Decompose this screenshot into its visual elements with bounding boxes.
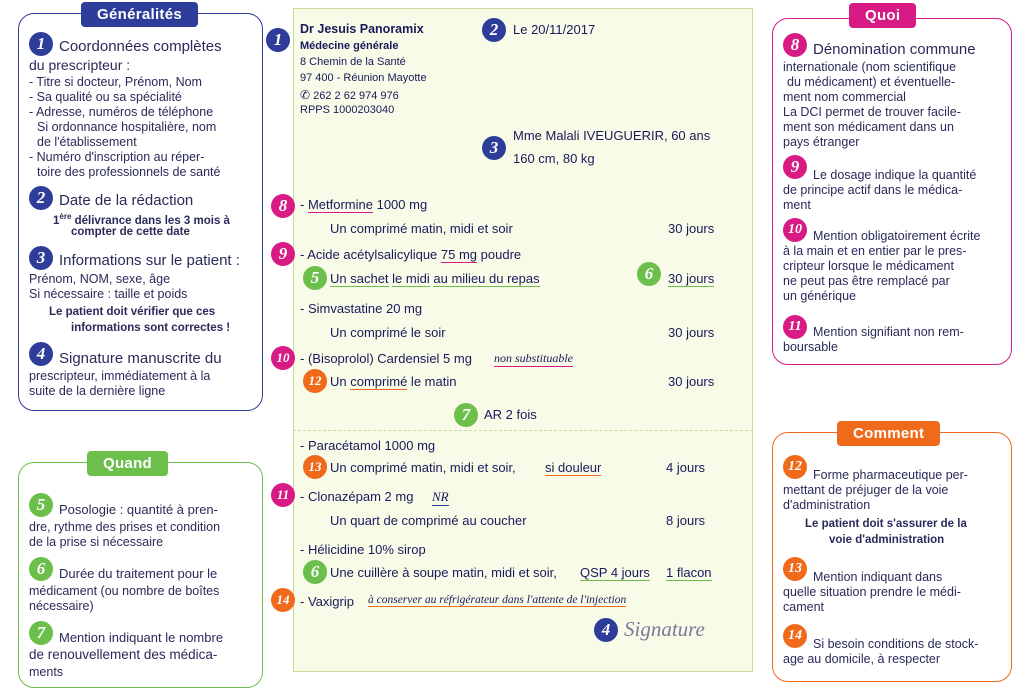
med-4-duration: 30 jours (668, 374, 715, 389)
g4-heading: Signature manuscrite du (59, 350, 222, 367)
med-6-posology: Un quart de comprimé au coucher (330, 513, 527, 528)
rx-badge-12: 12 (303, 369, 327, 393)
badge-11: 11 (783, 315, 807, 339)
q7-line: ments (29, 665, 64, 679)
rx-badge-7: 7 (454, 403, 478, 427)
w10-line: cripteur lorsque le médicament (783, 259, 954, 273)
w8-line: ment son médicament dans un (783, 120, 954, 134)
badge-8: 8 (783, 33, 807, 57)
med-7-name: - Hélicidine 10% sirop (300, 542, 426, 557)
w9-line: de principe actif dans le médica- (783, 183, 963, 197)
q7-heading: Mention indiquant le nombre (59, 630, 224, 645)
badge-12: 12 (783, 455, 807, 479)
w9-line: ment (783, 198, 811, 212)
med-2-name (300, 247, 521, 262)
patient-size-weight: 160 cm, 80 kg (513, 151, 595, 166)
med-7-qsp: QSP 4 jours (580, 565, 650, 580)
g1-line: toire des professionnels de santé (37, 165, 221, 179)
w10-line: à la main et en entier par le pres- (783, 244, 967, 258)
med-5-posology: Un comprimé matin, midi et soir, (330, 460, 516, 475)
w10-heading: Mention obligatoirement écrite (813, 229, 981, 243)
w9-heading: Le dosage indique la quantité (813, 168, 977, 182)
quand-title: Quand (87, 451, 168, 476)
badge-9: 9 (783, 155, 807, 179)
quand-panel (18, 455, 263, 688)
med-6-duration: 8 jours (666, 513, 706, 528)
med-2-form: poudre (477, 247, 522, 262)
doctor-name: Dr Jesuis Panoramix (300, 22, 424, 36)
med-2-posology (330, 271, 540, 286)
med-1-duration: 30 jours (668, 221, 715, 236)
g2-sup: ère (59, 212, 72, 221)
g2-bold-line2: compter de cette date (71, 226, 190, 238)
quoi-panel (772, 7, 1012, 365)
rx-badge-1: 1 (266, 28, 290, 52)
renewal-mention: AR 2 fois (484, 407, 537, 422)
c13-line: cament (783, 600, 824, 614)
g3-line: Si nécessaire : taille et poids (29, 287, 188, 301)
med-4-form: comprimé (350, 374, 408, 389)
g4-line: prescripteur, immédiatement à la (29, 369, 211, 383)
med-6-name: - Clonazépam 2 mg (300, 489, 414, 504)
med-4-poso-a: Un (330, 374, 351, 389)
c14-line: age au domicile, à respecter (783, 652, 941, 666)
med-4-non-substituable: non substituable (494, 351, 574, 365)
c12-heading: Forme pharmaceutique per- (813, 468, 968, 482)
handwritten-signature: Signature (624, 617, 705, 641)
g1-line: - Titre si docteur, Prénom, Nom (29, 75, 202, 89)
med-5-condition: si douleur (545, 460, 602, 475)
c14-heading: Si besoin conditions de stock- (813, 637, 979, 651)
doctor-phone-number: 262 2 62 974 976 (313, 90, 399, 102)
w8-line: pays étranger (783, 135, 860, 149)
g2-heading: Date de la rédaction (59, 192, 194, 209)
med-5-duration: 4 jours (666, 460, 706, 475)
badge-3: 3 (29, 246, 53, 270)
c12-bold-line: voie d'administration (829, 534, 945, 546)
badge-14: 14 (783, 624, 807, 648)
med-4-name: - (Bisoprolol) Cardensiel 5 mg (300, 351, 472, 366)
rx-badge-6b: 6 (303, 560, 327, 584)
w8-line: La DCI permet de trouver facile- (783, 105, 961, 119)
rx-badge-14: 14 (271, 588, 295, 612)
med-1-dose: 1000 mg (372, 197, 428, 212)
generalites-title: Généralités (81, 2, 198, 27)
g1-line: de l'établissement (37, 135, 137, 149)
rx-badge-6: 6 (637, 262, 661, 286)
doctor-phone (300, 88, 399, 102)
q6-heading: Durée du traitement pour le (59, 566, 218, 581)
med-2-dose: 75 mg (440, 247, 478, 262)
g1-heading: Coordonnées complètes (59, 38, 222, 55)
med-1-posology: Un comprimé matin, midi et soir (330, 221, 513, 236)
c13-line: quelle situation prendre le médi- (783, 585, 961, 599)
doctor-address-line: 8 Chemin de la Santé (300, 56, 406, 68)
med-3-name: - Simvastatine 20 mg (300, 301, 423, 316)
med-3-posology: Un comprimé le soir (330, 325, 446, 340)
g1-line: - Sa qualité ou sa spécialité (29, 90, 182, 104)
q5-line: de la prise si nécessaire (29, 535, 164, 549)
med-3-duration: 30 jours (668, 325, 715, 340)
badge-5: 5 (29, 493, 53, 517)
med-2-duration-value: 30 jours (668, 271, 715, 286)
w8-heading: Dénomination commune (813, 41, 976, 58)
med-4-posology (330, 374, 456, 389)
med-8-name: - Vaxigrip (300, 594, 354, 609)
comment-title: Comment (837, 421, 940, 446)
med-1-name (300, 197, 427, 212)
patient-info: Mme Malali IVEUGUERIR, 60 ans (513, 128, 711, 143)
rx-badge-11: 11 (271, 483, 295, 507)
q5-line: dre, rythme des prises et condition (29, 520, 221, 534)
g3-bold-line: Le patient doit vérifier que ces (49, 306, 216, 318)
c12-line: mettant de préjuger de la voie (783, 483, 949, 497)
q6-line: médicament (ou nombre de boîtes (29, 584, 220, 598)
g3-bold-line: informations sont correctes ! (71, 322, 231, 334)
w8-line: ment nom commercial (783, 90, 906, 104)
rx-badge-13: 13 (303, 455, 327, 479)
badge-4: 4 (29, 342, 53, 366)
rx-badge-8: 8 (271, 194, 295, 218)
rx-badge-9: 9 (271, 242, 295, 266)
med-6-non-remboursable: NR (432, 489, 449, 504)
med-1-dash: - (300, 197, 308, 212)
med-2-poso-qty: Un sachet (330, 271, 389, 286)
badge-6: 6 (29, 557, 53, 581)
med-7-posology: Une cuillère à soupe matin, midi et soir, (330, 565, 557, 580)
med-2-poso-cond: au milieu du repas (433, 271, 540, 286)
g4-line: suite de la dernière ligne (29, 384, 166, 398)
badge-10: 10 (783, 218, 807, 242)
rx-badge-2: 2 (482, 18, 506, 42)
med-1-dci: Metformine (307, 197, 373, 212)
med-2-duration (668, 271, 714, 286)
w11-heading: Mention signifiant non rem- (813, 325, 964, 339)
med-8-storage: à conserver au réfrigérateur dans l'attente de l'injection (368, 594, 627, 606)
w8-line: du médicament) et éventuelle- (787, 75, 956, 89)
w11-line: boursable (783, 340, 838, 354)
badge-13: 13 (783, 557, 807, 581)
badge-1: 1 (29, 32, 53, 56)
med-2-poso-time: le midi (392, 271, 430, 286)
badge-2: 2 (29, 186, 53, 210)
q7-line: de renouvellement des médica- (29, 647, 218, 662)
rx-badge-10: 10 (271, 346, 295, 370)
phone-icon: ✆ (300, 88, 311, 102)
rx-badge-3: 3 (482, 136, 506, 160)
rx-badge-4: 4 (594, 618, 618, 642)
g2-bold-num: 1 (53, 214, 60, 227)
prescription-date: Le 20/11/2017 (513, 22, 596, 37)
q6-line: nécessaire) (29, 599, 94, 613)
rx-badge-5: 5 (303, 266, 327, 290)
g2-bold-text: délivrance dans les 3 mois à (71, 214, 230, 227)
comment-panel (772, 425, 1012, 682)
g1-line: - Numéro d'inscription au réper- (29, 150, 205, 164)
badge-7: 7 (29, 621, 53, 645)
c12-line: d'administration (783, 498, 871, 512)
generalites-panel (18, 6, 263, 411)
c13-heading: Mention indiquant dans (813, 570, 943, 584)
q5-heading: Posologie : quantité à pren- (59, 502, 218, 517)
med-2-dci: - Acide acétylsalicylique (300, 247, 441, 262)
g3-heading: Informations sur le patient : (59, 252, 240, 269)
doctor-specialty: Médecine générale (300, 40, 399, 52)
prescription-divider (293, 430, 753, 431)
g3-line: Prénom, NOM, sexe, âge (29, 272, 171, 286)
quoi-title: Quoi (849, 3, 916, 28)
med-5-name: - Paracétamol 1000 mg (300, 438, 436, 453)
doctor-address-line: 97 400 - Réunion Mayotte (300, 72, 427, 84)
g1-line: - Adresse, numéros de téléphone (29, 105, 214, 119)
doctor-rpps: RPPS 1000203040 (300, 104, 395, 116)
w8-line: internationale (nom scientifique (783, 60, 957, 74)
g1-line: Si ordonnance hospitalière, nom (37, 120, 217, 134)
c12-bold-line: Le patient doit s'assurer de la (805, 518, 967, 530)
w10-line: un générique (783, 289, 856, 303)
w10-line: ne peut pas être remplacé par (783, 274, 950, 288)
g1-line: du prescripteur : (29, 57, 131, 73)
med-7-quantity: 1 flacon (666, 565, 712, 580)
med-4-poso-c: le matin (407, 374, 457, 389)
